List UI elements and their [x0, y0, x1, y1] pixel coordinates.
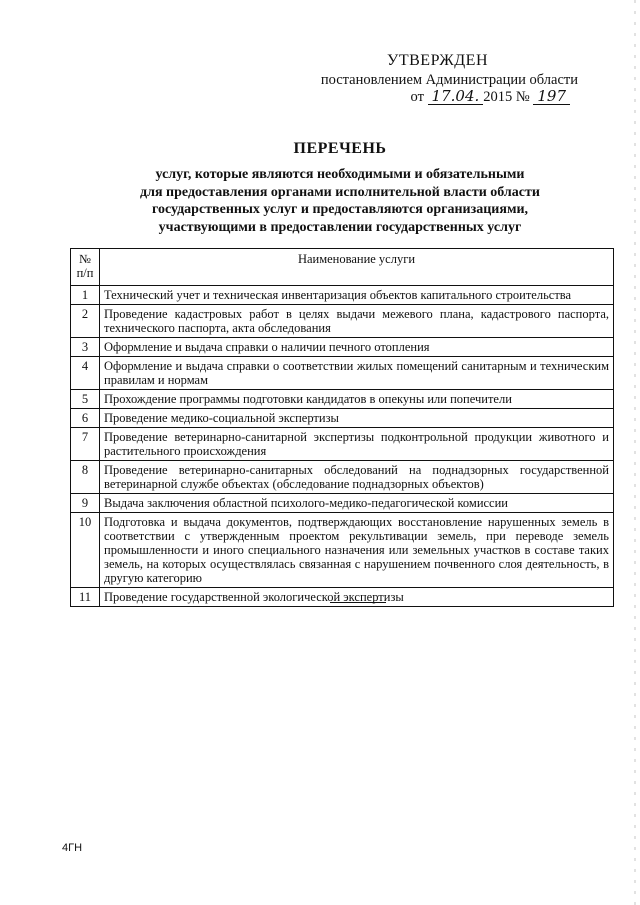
document-title	[70, 140, 610, 236]
title-main: ПЕРЕЧЕНЬ	[293, 140, 387, 157]
table-row	[71, 338, 614, 357]
header-num: № п/п	[71, 249, 100, 286]
approval-date-line	[308, 89, 578, 106]
handwritten-number: 197	[533, 89, 570, 105]
subtitle-line: государственных услуг и предоставляются организациями,	[151, 202, 529, 217]
title-subtitle	[70, 166, 610, 236]
subtitle-line: услуг, которые являются необходимыми и обязательными	[155, 167, 525, 182]
service-name: Оформление и выдача справки о соответствии жилых помещений санитарным и техническим правилам и нормам	[100, 357, 614, 390]
approval-issuer: постановлением Администрации области	[320, 72, 578, 88]
handwritten-date: 17.04.	[428, 89, 484, 105]
row-number: 7	[71, 428, 100, 461]
service-name: Проведение ветеринарно-санитарных обследований на поднадзорных государственной ветеринарной службе объектах (обследование поднадзорных объектов)	[100, 461, 614, 494]
services-table	[70, 248, 614, 607]
service-name: Подготовка и выдача документов, подтверждающих восстановление нарушенных земель в соответствии с утвержденным проектом рекультивации земель, при переводе земель промышленности и иного специального назначения или земельных участков в составе таких земель, на которых осуществлялась связанная с нарушением почвенного слоя деятельность, в другую категорию	[100, 513, 614, 588]
year-text: 2015 №	[483, 89, 530, 105]
closing-rule	[330, 602, 386, 603]
row-number: 9	[71, 494, 100, 513]
header-name: Наименование услуги	[100, 249, 614, 286]
service-name: Оформление и выдача справки о наличии печного отопления	[100, 338, 614, 357]
row-number: 4	[71, 357, 100, 390]
row-number: 6	[71, 409, 100, 428]
table-row	[71, 305, 614, 338]
footer-code: 4ГН	[62, 842, 83, 854]
row-number: 8	[71, 461, 100, 494]
subtitle-line: участвующими в предоставлении государственных услуг	[158, 219, 522, 235]
table-row	[71, 390, 614, 409]
table-row	[71, 588, 614, 607]
table-row	[71, 494, 614, 513]
table-row	[71, 461, 614, 494]
date-prefix: от	[410, 89, 424, 105]
table-row	[71, 428, 614, 461]
service-name: Проведение государственной экологической экспертизы	[100, 588, 614, 607]
service-name: Проведение кадастровых работ в целях выдачи межевого плана, кадастрового паспорта, технического паспорта, акта обследования	[100, 305, 614, 338]
approval-heading: УТВЕРЖДЕН	[387, 52, 488, 69]
row-number: 10	[71, 513, 100, 588]
service-name: Технический учет и техническая инвентаризация объектов капитального строительства	[100, 286, 614, 305]
table-row	[71, 409, 614, 428]
row-number: 1	[71, 286, 100, 305]
scan-edge-artifact	[634, 0, 636, 905]
row-number: 11	[71, 588, 100, 607]
table-row	[71, 513, 614, 588]
approval-stamp	[308, 52, 578, 106]
service-name: Прохождение программы подготовки кандидатов в опекуны или попечители	[100, 390, 614, 409]
table-header-row	[71, 249, 614, 286]
service-name: Выдача заключения областной психолого-медико-педагогической комиссии	[100, 494, 614, 513]
row-number: 5	[71, 390, 100, 409]
service-name: Проведение медико-социальной экспертизы	[100, 409, 614, 428]
service-name: Проведение ветеринарно-санитарной экспертизы подконтрольной продукции животного и растительного происхождения	[100, 428, 614, 461]
row-number: 3	[71, 338, 100, 357]
row-number: 2	[71, 305, 100, 338]
table-row	[71, 357, 614, 390]
subtitle-line: для предоставления органами исполнительной власти области	[140, 184, 540, 200]
table-row	[71, 286, 614, 305]
